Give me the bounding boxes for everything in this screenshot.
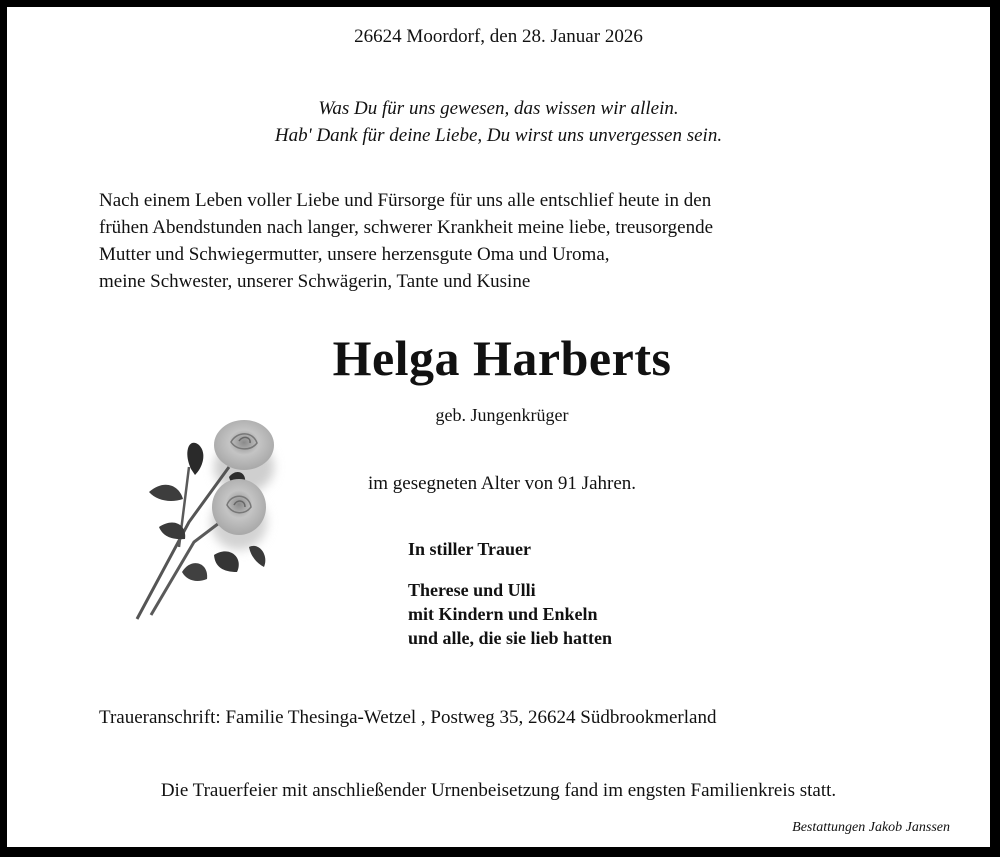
deceased-name: Helga Harberts: [332, 330, 672, 386]
place-date: 26624 Moordorf, den 28. Januar 2026: [354, 26, 643, 47]
mourning-address: Traueranschrift: Familie Thesinga-Wetzel , Postweg 35, 26624 Südbrookmerland: [99, 707, 717, 728]
intro-line: Nach einem Leben voller Liebe und Fürsorge für uns alle entschlief heute in den: [99, 190, 712, 211]
intro-line: frühen Abendstunden nach langer, schwerer Krankheit meine liebe, treusorgende: [99, 217, 714, 238]
maiden-name: geb. Jungenkrüger: [435, 405, 569, 425]
verse-line: Hab' Dank für deine Liebe, Du wirst uns unvergessen sein.: [274, 125, 723, 146]
mourner-line: Therese und Ulli: [408, 580, 536, 600]
intro-line: meine Schwester, unserer Schwägerin, Tante und Kusine: [99, 271, 531, 292]
intro-text: [99, 187, 713, 295]
memorial-verse: [7, 95, 990, 149]
mourner-line: und alle, die sie lieb hatten: [408, 628, 613, 648]
verse-line: Was Du für uns gewesen, das wissen wir allein.: [318, 98, 679, 119]
rose-icon: [119, 407, 299, 632]
intro-line: Mutter und Schwiegermutter, unsere herzensgute Oma und Uroma,: [99, 244, 610, 265]
ceremony-note: Die Trauerfeier mit anschließender Urnenbeisetzung fand im engsten Familienkreis statt.: [160, 780, 837, 801]
mourner-line: mit Kindern und Enkeln: [408, 604, 598, 624]
mourners-list: [408, 578, 612, 650]
age-text: im gesegneten Alter von 91 Jahren.: [367, 473, 637, 494]
mourning-heading: In stiller Trauer: [408, 539, 531, 559]
undertaker-credit: Bestattungen Jakob Janssen: [792, 820, 950, 835]
obituary-notice: [7, 7, 990, 847]
